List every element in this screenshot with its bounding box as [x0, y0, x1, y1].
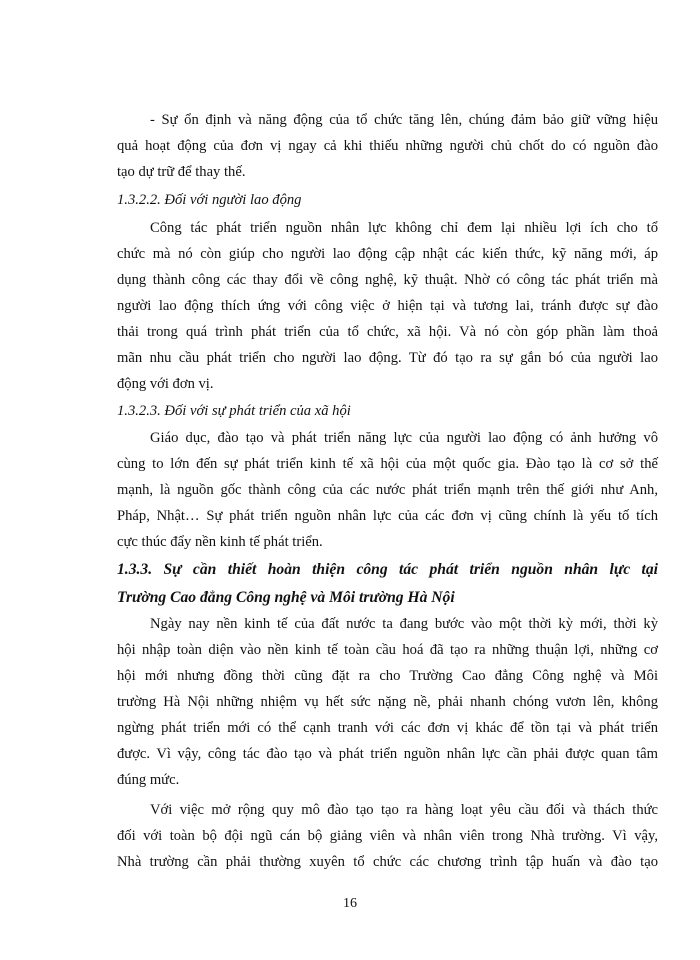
section-heading-1-3-2-2: 1.3.2.2. Đối với người lao động	[117, 192, 302, 208]
page-number: 16	[343, 896, 357, 911]
paragraph-line: cực thúc đẩy nền kinh tế phát triển.	[117, 534, 323, 550]
paragraph-line: hội mới nhưng đồng thời cũng đặt ra cho Trường Cao đẳng Công nghệ và Môi	[117, 668, 658, 684]
paragraph-line: Với việc mở rộng quy mô đào tạo tạo ra hàng loạt yêu cầu đối và thách thức	[150, 802, 658, 818]
paragraph-line: chức mà nó còn giúp cho người lao động cập nhật các kiến thức, kỹ năng mới, áp	[117, 246, 658, 262]
paragraph-line: Giáo dục, đào tạo và phát triển năng lực của người lao động có ảnh hưởng vô	[150, 430, 658, 446]
paragraph-line: đúng mức.	[117, 772, 180, 788]
section-heading-1-3-3-cont: Trường Cao đẳng Công nghệ và Môi trường Hà Nội	[117, 589, 455, 606]
paragraph-line: người lao động thích ứng với công việc ở hiện tại và tương lai, tránh được sự đào	[117, 298, 658, 314]
paragraph-line: mãn nhu cầu phát triển cho người lao động. Từ đó tạo ra sự gắn bó của người lao	[117, 350, 658, 366]
paragraph-line: mạnh, là nguồn gốc thành công của các nước phát triển mạnh trên thế giới như Anh,	[117, 482, 658, 498]
section-heading-1-3-3: 1.3.3. Sự cần thiết hoàn thiện công tác phát triển nguồn nhân lực tại	[117, 561, 658, 578]
paragraph-line: Pháp, Nhật… Sự phát triển nguồn nhân lực của các đơn vị cũng chính là yếu tố tích	[117, 508, 658, 524]
paragraph-line: - Sự ổn định và năng động của tổ chức tăng lên, chúng đảm bảo giữ vững hiệu	[150, 112, 658, 128]
paragraph-line: động với đơn vị.	[117, 376, 214, 392]
paragraph-line: cùng to lớn đến sự phát triển kinh tế xã hội của một quốc gia. Đào tạo là cơ sở thế	[117, 456, 658, 472]
paragraph-line: dụng thành công các thay đổi về công nghệ, kỹ thuật. Nhờ có công tác phát triển mà	[117, 272, 658, 288]
paragraph-line: đối với toàn bộ đội ngũ cán bộ giảng viên và nhân viên trong Nhà trường. Vì vậy,	[117, 828, 658, 844]
paragraph-line: tạo dự trữ để thay thế.	[117, 164, 246, 180]
paragraph-line: Ngày nay nền kinh tế của đất nước ta đang bước vào một thời kỳ mới, thời kỳ	[150, 616, 658, 632]
paragraph-line: được. Vì vậy, công tác đào tạo và phát triển nguồn nhân lực cần phải được quan tâm	[117, 746, 658, 762]
paragraph-line: Nhà trường cần phải thường xuyên tổ chức các chương trình tập huấn và đào tạo	[117, 854, 658, 870]
paragraph-line: ngừng phát triển mới có thể cạnh tranh với các đơn vị khác để tồn tại và phát triển	[117, 720, 658, 736]
paragraph-line: Công tác phát triển nguồn nhân lực không chỉ đem lại nhiều lợi ích cho tổ	[150, 220, 658, 236]
paragraph-line: thải trong quá trình phát triển của tổ chức, xã hội. Và nó còn góp phần làm thoả	[117, 324, 658, 340]
paragraph-line: hội nhập toàn diện vào nền kinh tế toàn cầu hoá đã tạo ra những thuận lợi, những cơ	[117, 642, 658, 658]
section-heading-1-3-2-3: 1.3.2.3. Đối với sự phát triển của xã hội	[117, 403, 351, 419]
paragraph-line: quả hoạt động của đơn vị ngay cả khi thiếu những người chủ chốt do có nguồn đào	[117, 138, 658, 154]
paragraph-line: trường Hà Nội những nhiệm vụ hết sức nặng nề, phải nhanh chóng vươn lên, không	[117, 694, 658, 710]
